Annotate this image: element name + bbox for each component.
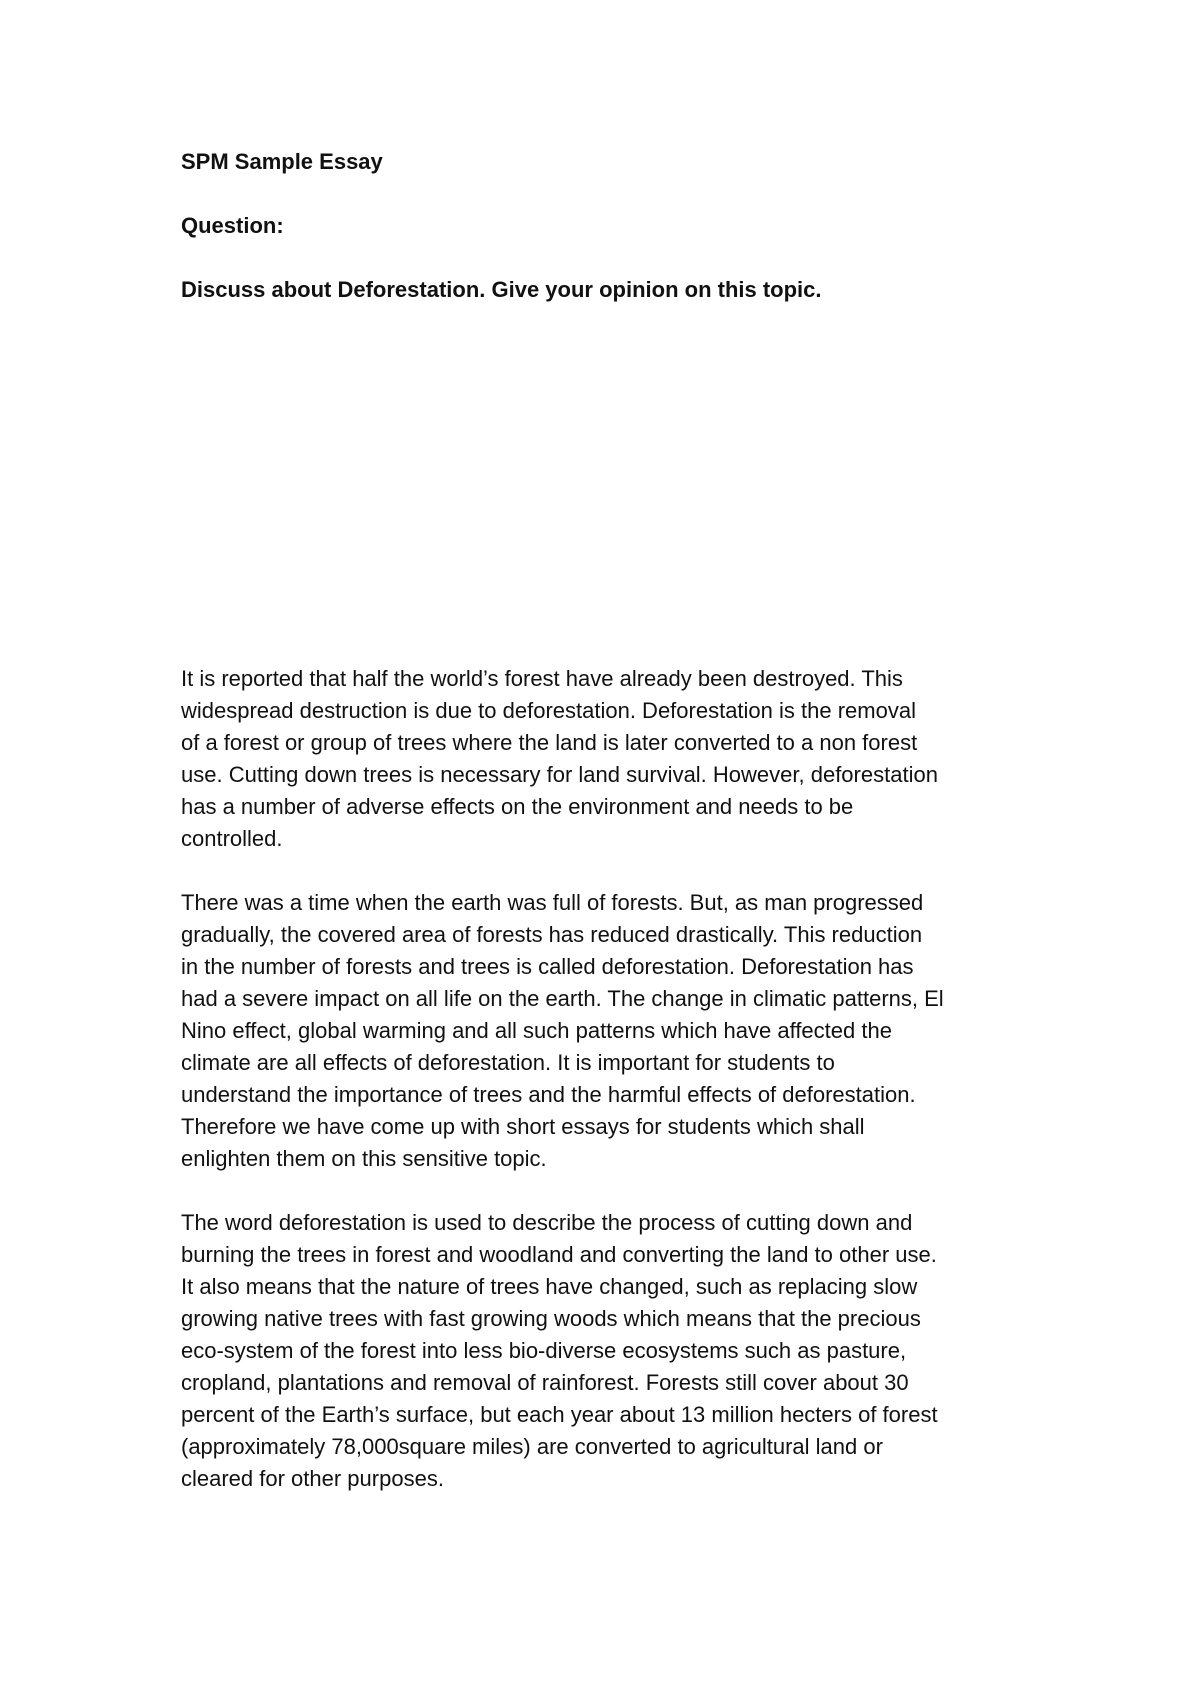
text-line: percent of the Earth’s surface, but each year about 13 million hecters of forest [181, 1402, 938, 1427]
text-line: Therefore we have come up with short essays for students which shall [181, 1114, 865, 1139]
question-text: Discuss about Deforestation. Give your opinion on this topic. [181, 277, 822, 302]
text-line: understand the importance of trees and the harmful effects of deforestation. [181, 1082, 916, 1107]
text-line: widespread destruction is due to deforestation. Deforestation is the removal [181, 698, 916, 723]
text-line: controlled. [181, 826, 283, 851]
text-line: climate are all effects of deforestation. It is important for students to [181, 1050, 835, 1075]
essay-title: SPM Sample Essay [181, 149, 383, 174]
paragraph-3 [181, 1207, 1041, 1495]
text-line: has a number of adverse effects on the environment and needs to be [181, 794, 854, 819]
text-line: eco-system of the forest into less bio-diverse ecosystems such as pasture, [181, 1338, 907, 1363]
text-line: in the number of forests and trees is called deforestation. Deforestation has [181, 954, 914, 979]
text-line: Nino effect, global warming and all such patterns which have affected the [181, 1018, 892, 1043]
text-line: It is reported that half the world’s forest have already been destroyed. This [181, 666, 903, 691]
essay-body [181, 663, 1041, 1527]
text-line: (approximately 78,000square miles) are converted to agricultural land or [181, 1434, 883, 1459]
text-line: enlighten them on this sensitive topic. [181, 1146, 547, 1171]
text-line: It also means that the nature of trees have changed, such as replacing slow [181, 1274, 918, 1299]
text-line: gradually, the covered area of forests has reduced drastically. This reduction [181, 922, 923, 947]
paragraph-2 [181, 887, 1041, 1175]
text-line: of a forest or group of trees where the land is later converted to a non forest [181, 730, 918, 755]
text-line: growing native trees with fast growing woods which means that the precious [181, 1306, 921, 1331]
text-line: There was a time when the earth was full of forests. But, as man progressed [181, 890, 924, 915]
question-label: Question: [181, 213, 284, 238]
text-line: cleared for other purposes. [181, 1466, 444, 1491]
paragraph-1 [181, 663, 1041, 855]
text-line: had a severe impact on all life on the earth. The change in climatic patterns, El [181, 986, 944, 1011]
text-line: cropland, plantations and removal of rainforest. Forests still cover about 30 [181, 1370, 909, 1395]
text-line: use. Cutting down trees is necessary for land survival. However, deforestation [181, 762, 938, 787]
text-line: The word deforestation is used to describe the process of cutting down and [181, 1210, 913, 1235]
text-line: burning the trees in forest and woodland and converting the land to other use. [181, 1242, 937, 1267]
